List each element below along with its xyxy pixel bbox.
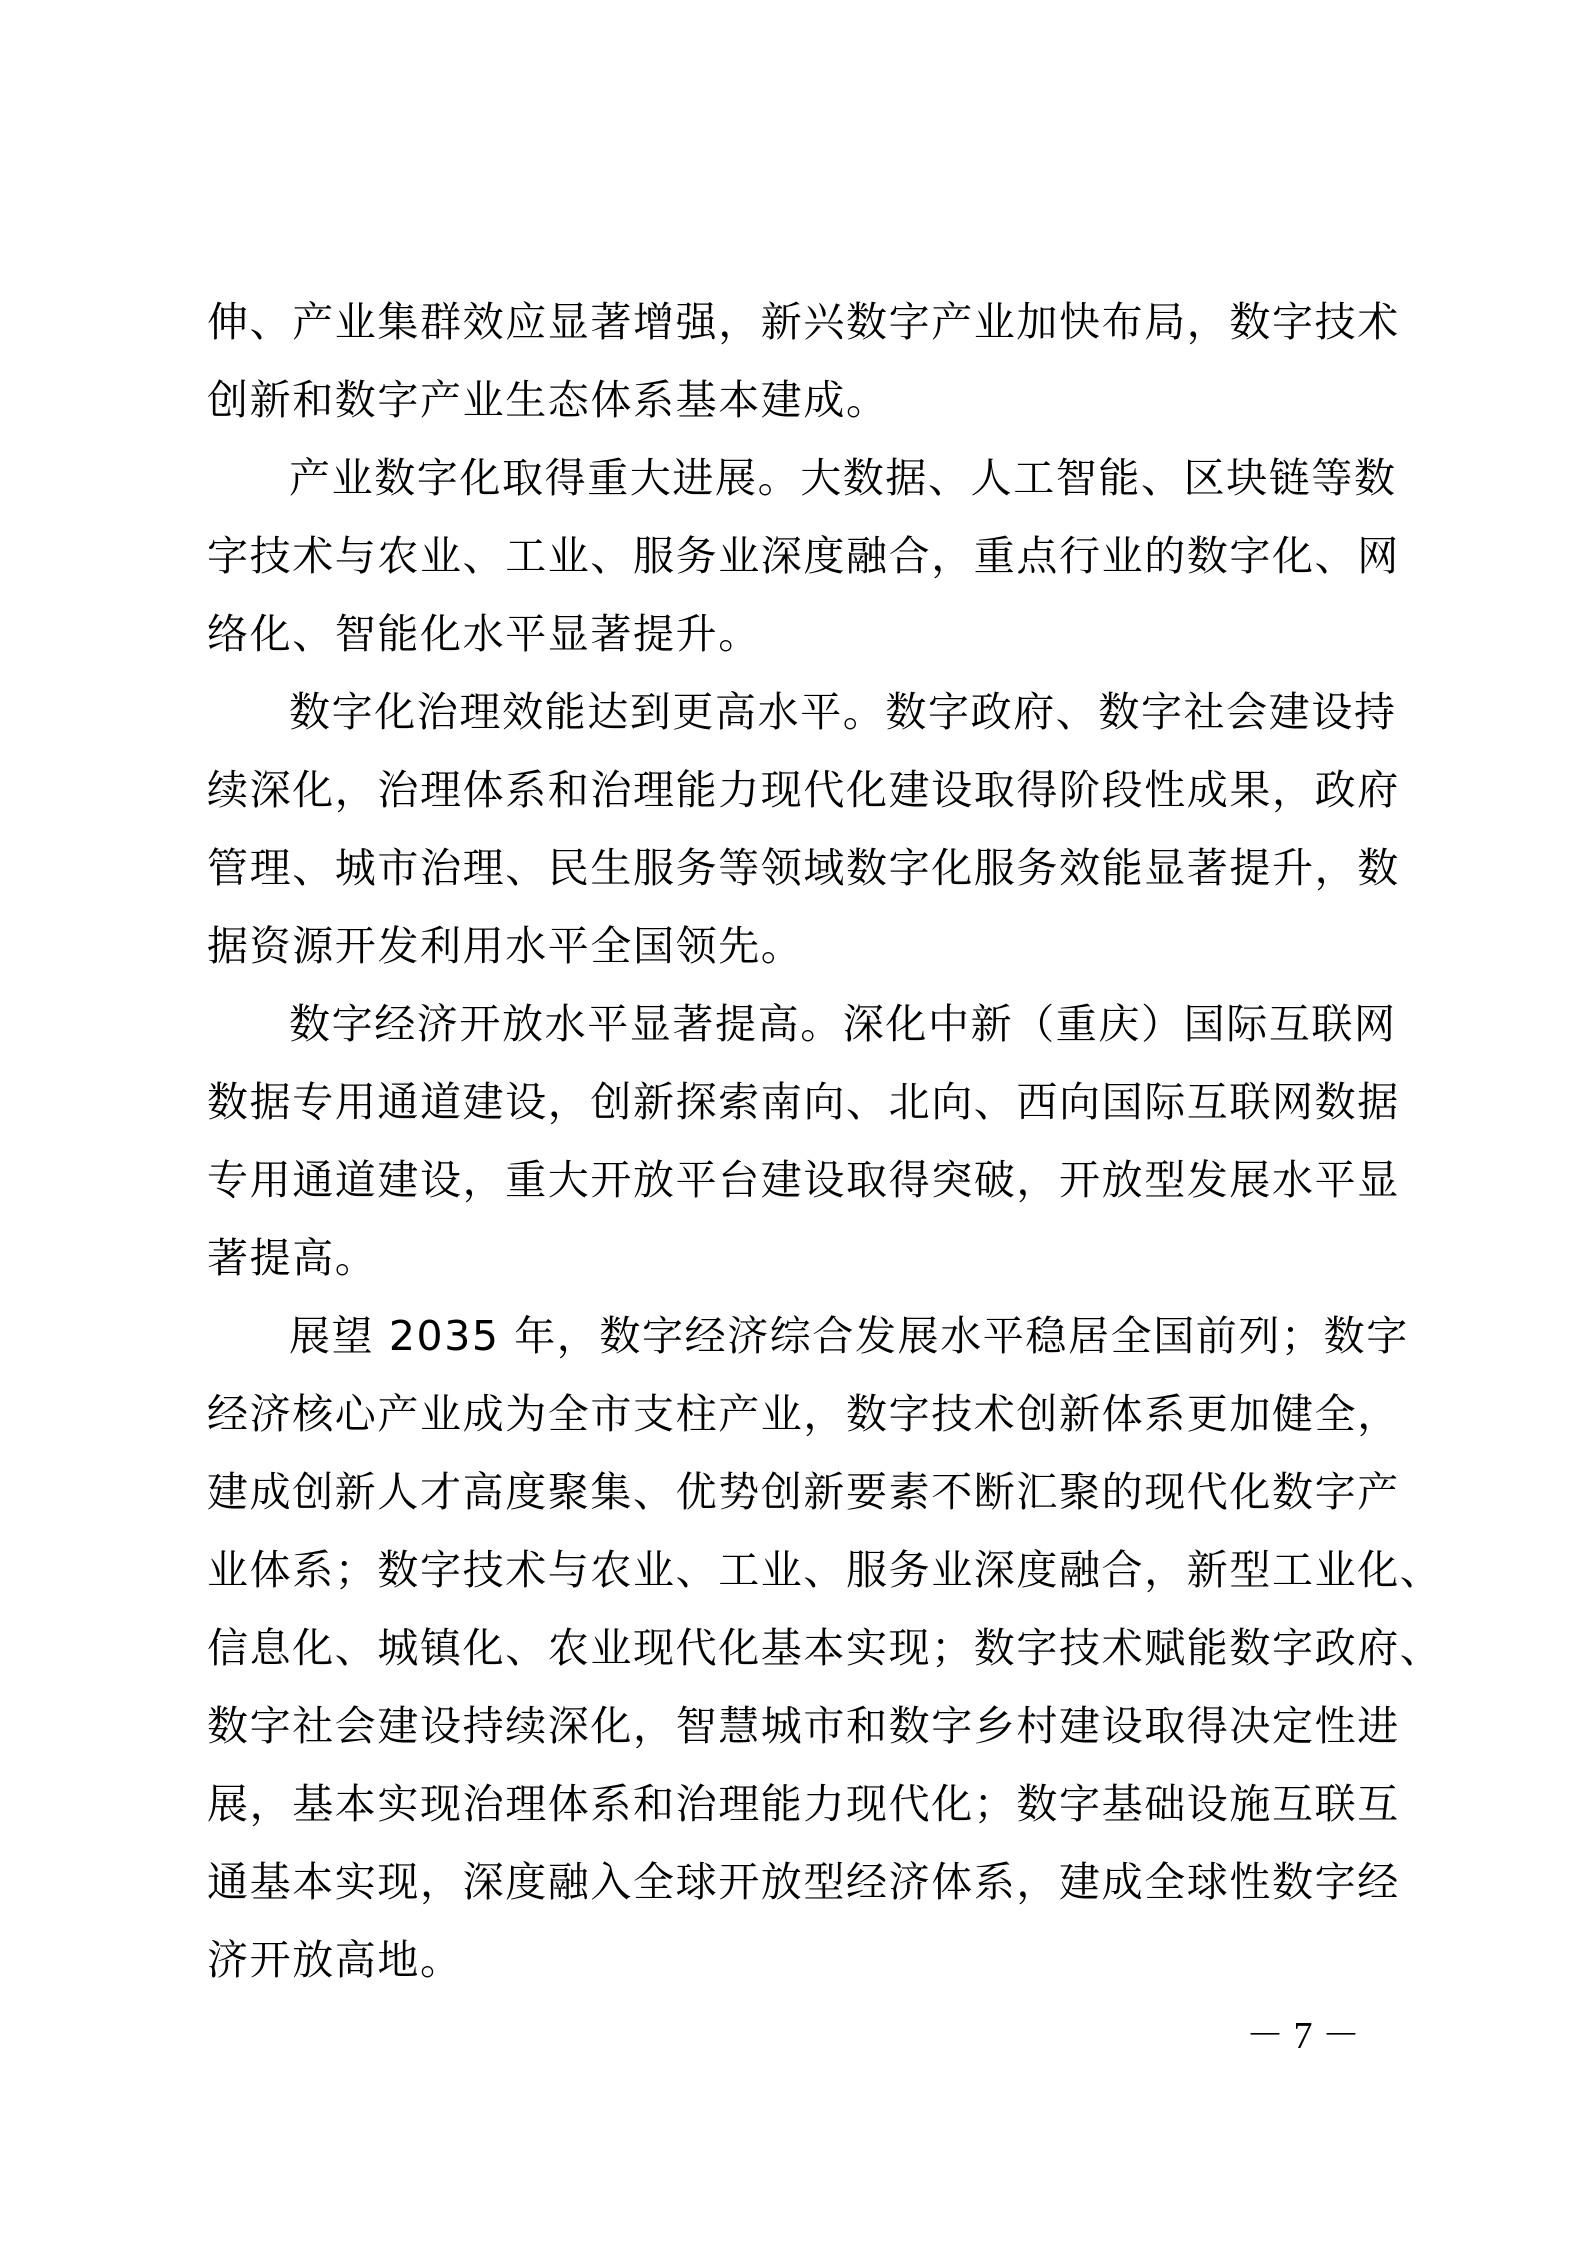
text-line-14: 展望 2035 年，数字经济综合发展水平稳居全国前列；数字 (289, 1312, 1409, 1360)
text-line-13: 著提高。 (207, 1234, 378, 1282)
text-line-22: 济开放高地。 (207, 1936, 463, 1984)
text-line-7: 续深化，治理体系和治理能力现代化建设取得阶段性成果，政府 (207, 766, 1400, 814)
text-line-2: 创新和数字产业生态体系基本建成。 (207, 376, 889, 424)
text-line-15: 经济核心产业成为全市支柱产业，数字技术创新体系更加健全， (207, 1390, 1400, 1438)
text-line-9: 据资源开发利用水平全国领先。 (207, 922, 804, 970)
body-text (207, 283, 1443, 1999)
text-line-3: 产业数字化取得重大进展。大数据、人工智能、区块链等数 (289, 454, 1397, 502)
text-line-6: 数字化治理效能达到更高水平。数字政府、数字社会建设持 (289, 688, 1397, 736)
text-line-17: 业体系；数字技术与农业、工业、服务业深度融合，新型工业化、 (207, 1546, 1443, 1594)
text-line-8: 管理、城市治理、民生服务等领域数字化服务效能显著提升，数 (207, 844, 1400, 892)
text-line-20: 展，基本实现治理体系和治理能力现代化；数字基础设施互联互 (207, 1780, 1400, 1828)
text-line-12: 专用通道建设，重大开放平台建设取得突破，开放型发展水平显 (207, 1156, 1400, 1204)
text-line-5: 络化、智能化水平显著提升。 (207, 610, 761, 658)
text-line-10: 数字经济开放水平显著提高。深化中新（重庆）国际互联网 (289, 1000, 1397, 1048)
text-line-19: 数字社会建设持续深化，智慧城市和数字乡村建设取得决定性进 (207, 1702, 1400, 1750)
text-line-4: 字技术与农业、工业、服务业深度融合，重点行业的数字化、网 (207, 532, 1400, 580)
text-line-16: 建成创新人才高度聚集、优势创新要素不断汇聚的现代化数字产 (207, 1468, 1400, 1516)
text-line-1: 伸、产业集群效应显著增强，新兴数字产业加快布局，数字技术 (207, 298, 1400, 346)
text-line-11: 数据专用通道建设，创新探索南向、北向、西向国际互联网数据 (207, 1078, 1400, 1126)
text-line-18: 信息化、城镇化、农业现代化基本实现；数字技术赋能数字政府、 (207, 1624, 1443, 1672)
text-line-21: 通基本实现，深度融入全球开放型经济体系，建成全球性数字经 (207, 1858, 1400, 1906)
page-number: － 7 － (1245, 2015, 1360, 2057)
